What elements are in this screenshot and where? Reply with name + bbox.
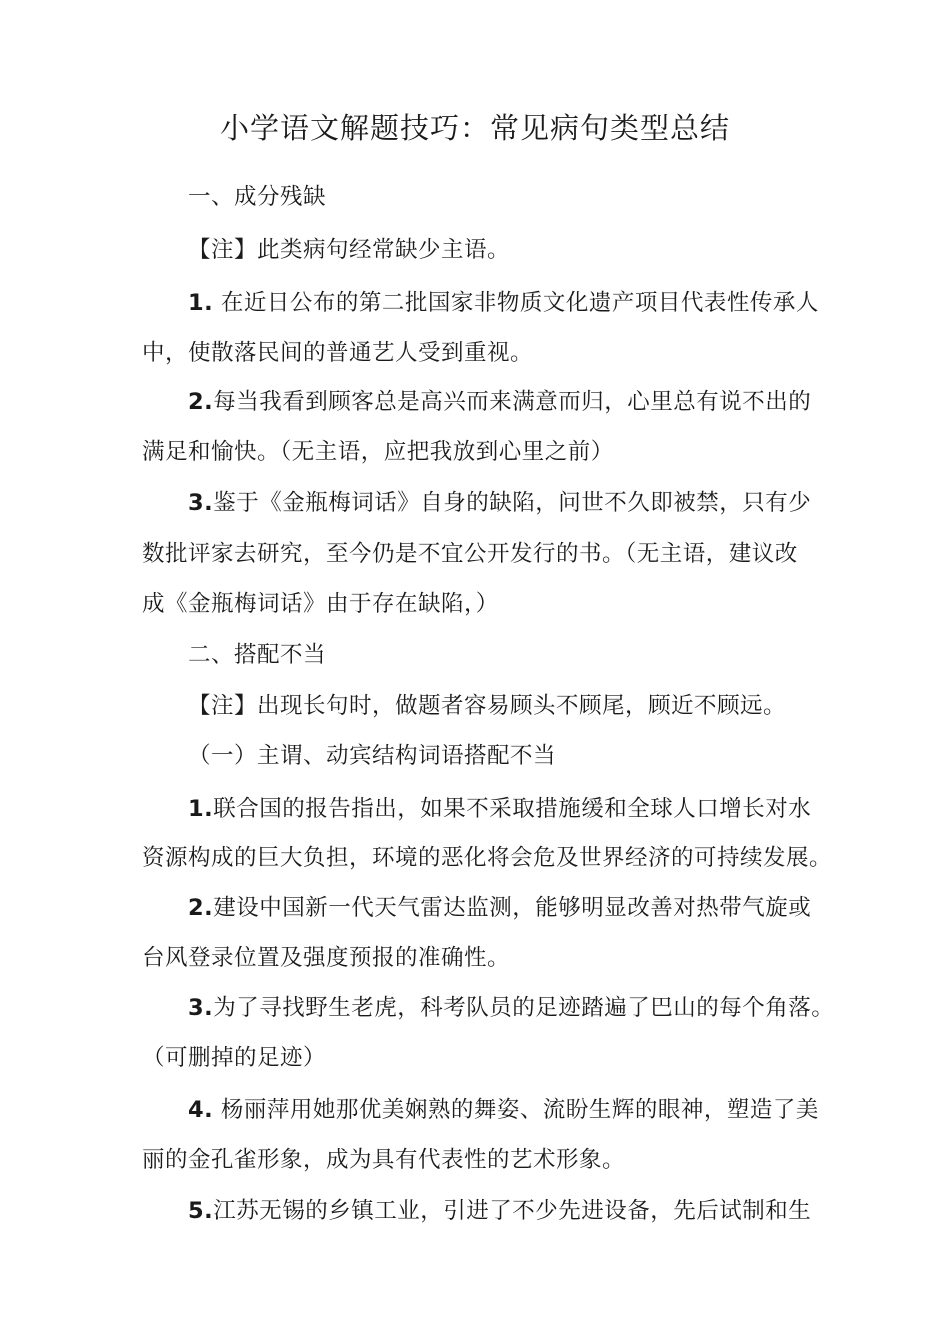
item-text-continued: 台风登录位置及强度预报的准确性。 — [142, 945, 511, 971]
list-item — [188, 792, 811, 826]
item-number: 3. — [188, 995, 214, 1021]
list-item — [188, 286, 819, 320]
item-text: 每当我看到顾客总是高兴而来满意而归，心里总有说不出的 — [213, 389, 812, 415]
item-number: 4. — [188, 1097, 214, 1123]
item-text: 鉴于《金瓶梅词话》自身的缺陷，问世不久即被禁，只有少 — [213, 490, 812, 516]
item-number: 5. — [188, 1198, 214, 1224]
item-text: 杨丽萍用她那优美娴熟的舞姿、流盼生辉的眼神，塑造了美 — [220, 1097, 819, 1123]
item-text-continued: 数批评家去研究，至今仍是不宜公开发行的书。（无主语，建议改 — [142, 541, 798, 567]
document-title: 小学语文解题技巧：常见病句类型总结 — [219, 111, 730, 145]
list-item — [188, 385, 811, 419]
item-text: 建设中国新一代天气雷达监测，能够明显改善对热带气旋或 — [213, 895, 812, 921]
item-text: 在近日公布的第二批国家非物质文化遗产项目代表性传承人 — [220, 290, 819, 316]
item-text-continued: （可删掉的足迹） — [142, 1045, 327, 1071]
item-number: 2. — [188, 389, 214, 415]
item-text-continued: 成《金瓶梅词话》由于存在缺陷，） — [142, 591, 499, 617]
section-heading: 二、搭配不当 — [188, 642, 327, 668]
list-item — [188, 991, 834, 1025]
item-text: 联合国的报告指出，如果不采取措施缓和全球人口增长对水 — [213, 796, 812, 822]
item-text-continued: 满足和愉快。（无主语，应把我放到心里之前） — [142, 439, 614, 465]
section-heading: 一、成分残缺 — [188, 184, 327, 210]
subsection-heading: （一）主谓、动宾结构词语搭配不当 — [188, 743, 557, 769]
list-item — [188, 891, 811, 925]
note: 【注】出现长句时，做题者容易顾头不顾尾，顾近不顾远。 — [188, 693, 787, 719]
list-item — [188, 1194, 811, 1228]
item-number: 3. — [188, 490, 214, 516]
item-text-continued: 中，使散落民间的普通艺人受到重视。 — [142, 340, 534, 366]
note: 【注】此类病句经常缺少主语。 — [188, 237, 511, 263]
item-text-continued: 丽的金孔雀形象，成为具有代表性的艺术形象。 — [142, 1147, 626, 1173]
item-text-continued: 资源构成的巨大负担，环境的恶化将会危及世界经济的可持续发展。 — [142, 845, 833, 871]
item-text: 江苏无锡的乡镇工业，引进了不少先进设备，先后试制和生 — [213, 1198, 812, 1224]
list-item — [188, 1093, 819, 1127]
item-number: 1. — [188, 290, 214, 316]
item-text: 为了寻找野生老虎，科考队员的足迹踏遍了巴山的每个角落。 — [213, 995, 835, 1021]
item-number: 2. — [188, 895, 214, 921]
item-number: 1. — [188, 796, 214, 822]
list-item — [188, 486, 811, 520]
